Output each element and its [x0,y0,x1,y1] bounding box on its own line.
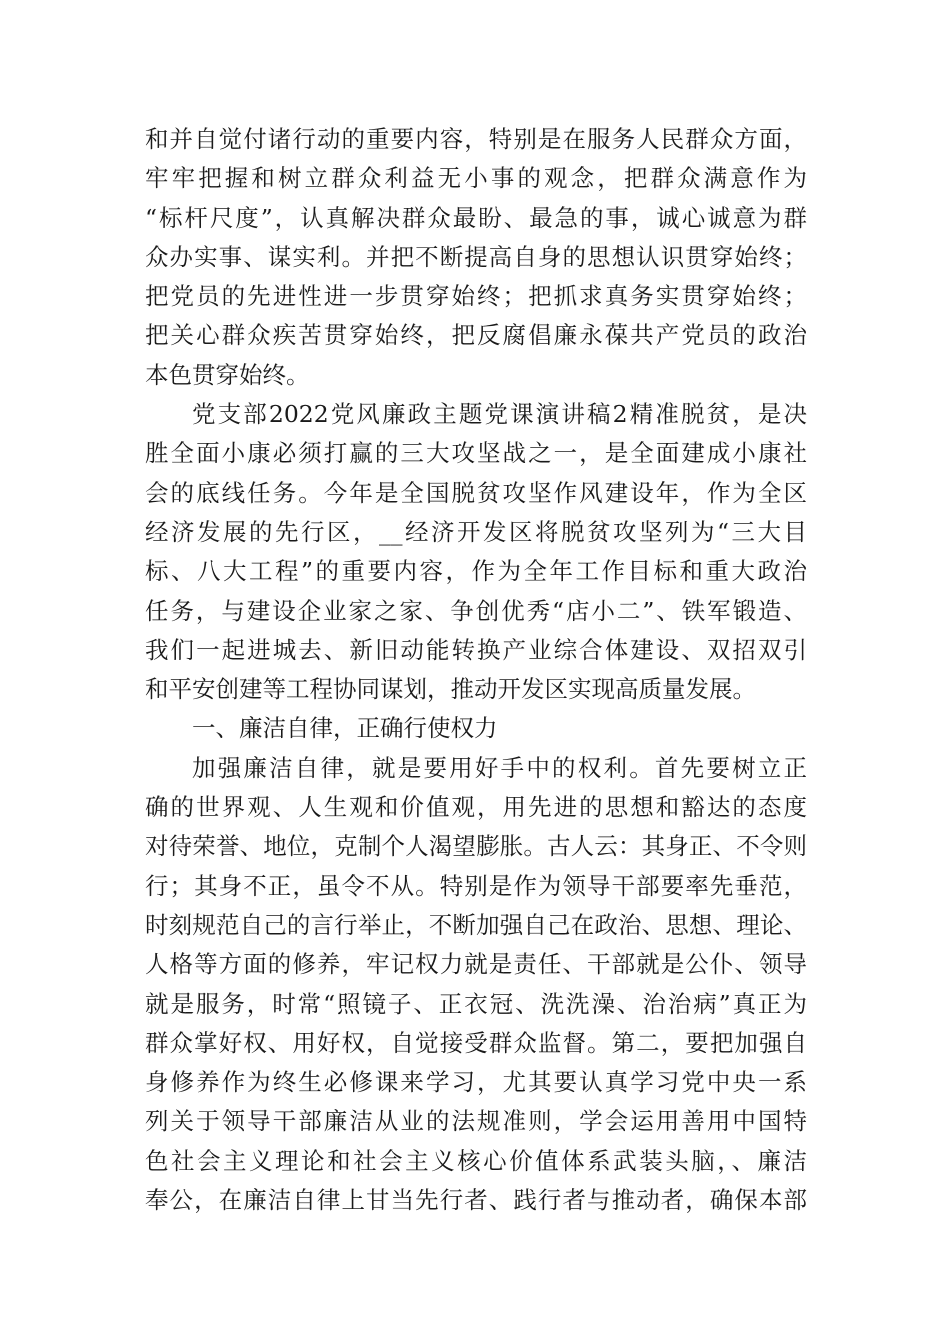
text-line: 把党员的先进性进一步贯穿始终；把抓求真务实贯穿始终； [145,282,807,311]
text-line: 经济发展的先行区，__经济开发区将脱贫攻坚列为“三大目 [145,517,807,546]
text-line: 任务，与建设企业家之家、争创优秀“店小二”、铁军锻造、 [145,596,807,625]
paragraph [145,749,807,1221]
text-line: 群众掌好权、用好权，自觉接受群众监督。第二，要把加强自 [145,1028,807,1057]
text-line: 加强廉洁自律，就是要用好手中的权利。首先要树立正 [192,753,807,782]
text-line: 时刻规范自己的言行举止，不断加强自己在政治、思想、理论、 [145,910,807,939]
text-line: 一、廉洁自律，正确行使权力 [192,714,498,743]
paragraph [145,709,807,748]
text-line: 行；其身不正，虽令不从。特别是作为领导干部要率先垂范， [145,871,807,900]
text-line: 把关心群众疾苦贯穿始终，把反腐倡廉永葆共产党员的政治 [145,321,807,350]
text-line: 身修养作为终生必修课来学习，尤其要认真学习党中央一系 [145,1068,807,1097]
text-line: 众办实事、谋实利。并把不断提高自身的思想认识贯穿始终； [145,242,807,271]
text-line: 我们一起进城去、新旧动能转换产业综合体建设、双招双引 [145,635,807,664]
text-line: 对待荣誉、地位，克制个人渴望膨胀。古人云：其身正、不令则 [145,832,807,861]
text-line: 列关于领导干部廉洁从业的法规准则，学会运用善用中国特 [145,1107,807,1136]
text-line: 和平安创建等工程协同谋划，推动开发区实现高质量发展。 [145,675,756,704]
text-line: 胜全面小康必须打赢的三大攻坚战之一，是全面建成小康社 [145,439,807,468]
text-line: “标杆尺度”，认真解决群众最盼、最急的事，诚心诚意为群 [145,203,807,232]
text-line: 牢牢把握和树立群众利益无小事的观念，把群众满意作为 [145,164,807,193]
text-line: 就是服务，时常“照镜子、正衣冠、洗洗澡、治治病”真正为 [145,989,807,1018]
text-line: 会的底线任务。今年是全国脱贫攻坚作风建设年，作为全区 [145,478,807,507]
text-line: 人格等方面的修养，牢记权力就是责任、干部就是公仆、领导 [145,950,807,979]
text-line: 色社会主义理论和社会主义核心价值体系武装头脑，、廉洁 [145,1146,807,1175]
text-line: 和并自觉付诸行动的重要内容，特别是在服务人民群众方面， [145,125,807,153]
text-line: 党支部2022党风廉政主题党课演讲稿2精准脱贫，是决 [192,400,807,429]
paragraph [145,395,807,709]
document-body [145,120,807,1220]
paragraph [145,120,807,395]
text-line: 标、八大工程”的重要内容，作为全年工作目标和重大政治 [145,557,807,586]
text-line: 奉公，在廉洁自律上甘当先行者、践行者与推动者，确保本部 [145,1186,807,1215]
text-line: 本色贯穿始终。 [145,360,310,389]
text-line: 确的世界观、人生观和价值观，用先进的思想和豁达的态度 [145,793,807,822]
